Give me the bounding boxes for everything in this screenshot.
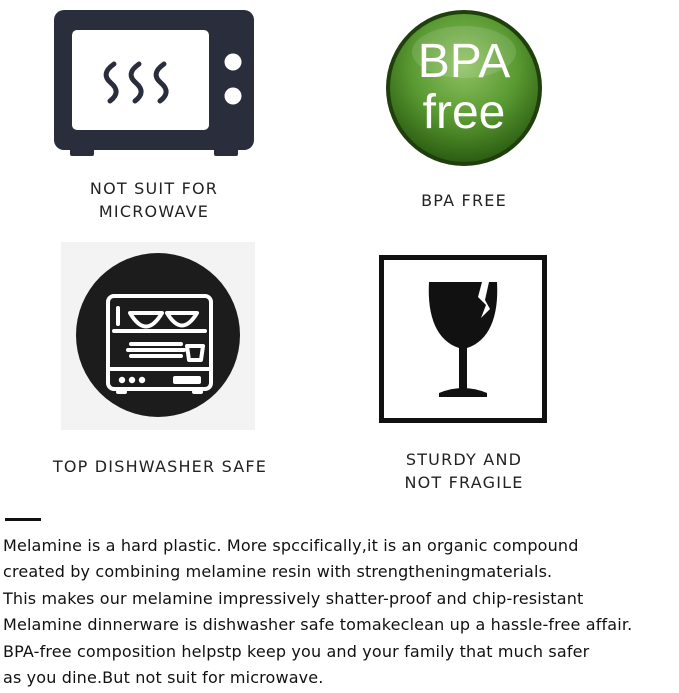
fragile-glass-icon [379, 255, 547, 423]
section-divider [5, 518, 41, 521]
description-line: Melamine dinnerware is dishwasher safe tomakeclean up a hassle-free affair. [3, 615, 633, 635]
badge-text-bpa: BPA [417, 35, 511, 88]
caption-sturdy-and-not-fragile: STURDY AND NOT FRAGILE [404, 450, 524, 492]
badge-text-free: free [422, 86, 506, 139]
caption-top-dishwasher-safe: TOP DISHWASHER SAFE [52, 457, 268, 476]
microwave-icon [52, 8, 256, 158]
product-description [3, 533, 677, 691]
description-line: Melamine is a hard plastic. More spccifically,it is an organic compound [3, 536, 579, 555]
dishwasher-icon [61, 242, 255, 430]
description-line: This makes our melamine impressively shatter-proof and chip-resistant [3, 588, 584, 608]
description-line: BPA-free composition helpstp keep you and your family that much safer [3, 641, 590, 661]
description-line: as you dine.But not suit for microwave. [3, 668, 324, 688]
description-line: created by combining melamine resin with strengtheningmaterials. [3, 562, 553, 582]
caption-bpa-free: BPA FREE [421, 191, 507, 210]
bpa-free-badge-icon [384, 8, 544, 168]
caption-not-suit-for-microwave: NOT SUIT FOR MICROWAVE [89, 179, 219, 221]
